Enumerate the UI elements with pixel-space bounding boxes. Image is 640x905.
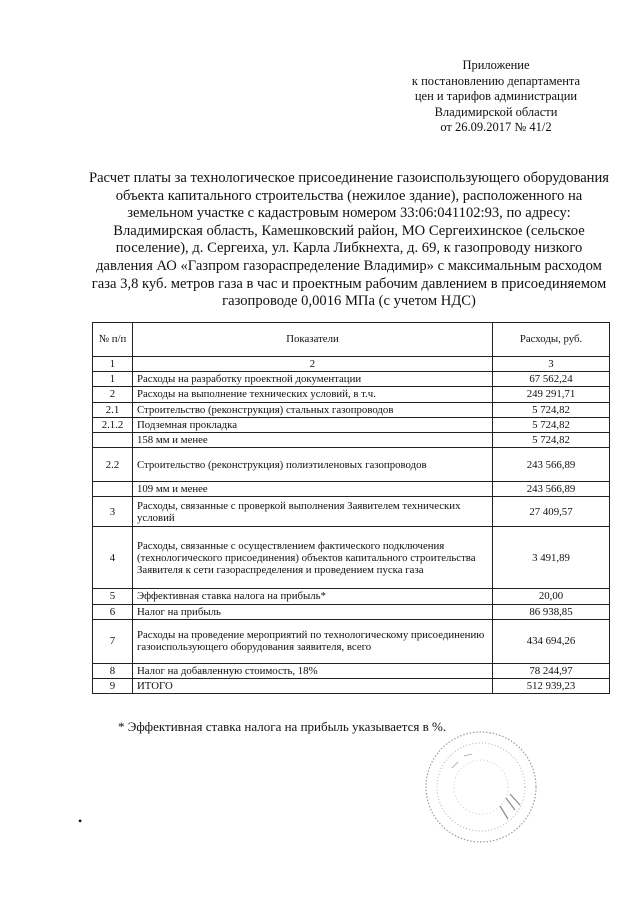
row-value: 3 491,89	[493, 527, 610, 589]
row-name: Расходы, связанные с проверкой выполнения Заявителем технических условий	[133, 497, 493, 527]
table-row	[93, 619, 610, 663]
table-row	[93, 679, 610, 694]
row-num: 2	[93, 387, 133, 402]
row-num: 3	[93, 497, 133, 527]
appendix-line: от 26.09.2017 № 41/2	[440, 120, 552, 134]
index-value: 3	[493, 357, 610, 372]
footnote: * Эффективная ставка налога на прибыль указывается в %.	[118, 719, 447, 734]
row-name: Строительство (реконструкция) полиэтиленовых газопроводов	[133, 448, 493, 482]
appendix-line: к постановлению департамента	[411, 73, 581, 88]
row-value: 5 724,82	[493, 417, 610, 432]
row-num: 8	[93, 663, 133, 678]
row-num	[93, 433, 133, 448]
stamp-seal-icon	[422, 728, 540, 846]
row-name: 109 мм и менее	[133, 482, 493, 497]
row-value: 243 566,89	[493, 482, 610, 497]
row-value: 27 409,57	[493, 497, 610, 527]
title-line: Владимирская область, Камешковский район, МО Сергеихинское (сельское	[113, 222, 585, 239]
table-row	[93, 497, 610, 527]
title-line: земельном участке с кадастровым номером 33:06:041102:93, по адресу:	[127, 205, 571, 222]
document-title	[88, 170, 610, 311]
appendix-line: цен и тарифов администрации	[414, 89, 578, 103]
row-num: 6	[93, 604, 133, 619]
row-name: 158 мм и менее	[133, 433, 493, 448]
row-name: Расходы на разработку проектной документации	[133, 372, 493, 387]
row-num: 2.2	[93, 448, 133, 482]
index-num: 1	[93, 357, 133, 372]
row-name: Расходы, связанные с осуществлением фактического подключения (технологического присоединения) объектов капитального строительства Заявителя к сети газораспределения и проведением пуска газа	[133, 527, 493, 589]
table-row	[93, 433, 610, 448]
row-value: 243 566,89	[493, 448, 610, 482]
row-num: 5	[93, 589, 133, 604]
row-name: ИТОГО	[133, 679, 493, 694]
row-value: 434 694,26	[493, 619, 610, 663]
row-num: 7	[93, 619, 133, 663]
row-value: 20,00	[493, 589, 610, 604]
row-name: Эффективная ставка налога на прибыль*	[133, 589, 493, 604]
table-row	[93, 604, 610, 619]
appendix-line: Владимирской области	[434, 104, 558, 119]
header-num: № п/п	[93, 323, 133, 357]
table-row	[93, 387, 610, 402]
title-line: поселение), д. Сергеиха, ул. Карла Либкнехта, д. 69, к газопроводу низкого	[115, 240, 583, 257]
row-value: 86 938,85	[493, 604, 610, 619]
row-name: Строительство (реконструкция) стальных газопроводов	[133, 402, 493, 417]
table-row	[93, 402, 610, 417]
row-name: Расходы на выполнение технических условий, в т.ч.	[133, 387, 493, 402]
title-line: давления АО «Газпром газораспределение Владимир» с максимальным расходом	[96, 257, 602, 274]
header-value: Расходы, руб.	[493, 323, 610, 357]
row-num: 4	[93, 527, 133, 589]
row-num	[93, 482, 133, 497]
row-name: Расходы на проведение мероприятий по технологическому присоединению газоиспользующего оборудования заявителя, всего	[133, 619, 493, 663]
row-num: 9	[93, 679, 133, 694]
table-row	[93, 482, 610, 497]
row-value: 67 562,24	[493, 372, 610, 387]
calculation-table	[92, 322, 610, 694]
row-num: 1	[93, 372, 133, 387]
table-row	[93, 527, 610, 589]
row-num: 2.1.2	[93, 417, 133, 432]
appendix-block	[396, 58, 596, 136]
table-row	[93, 589, 610, 604]
row-value: 78 244,97	[493, 663, 610, 678]
table-index-row	[93, 357, 610, 372]
row-name: Налог на добавленную стоимость, 18%	[133, 663, 493, 678]
title-line: газа 3,8 куб. метров газа в час и проектным рабочим давлением в присоединяемом	[91, 275, 607, 292]
row-num: 2.1	[93, 402, 133, 417]
appendix-line: Приложение	[462, 58, 530, 72]
table-row	[93, 448, 610, 482]
row-value: 249 291,71	[493, 387, 610, 402]
pen-mark: •	[78, 814, 83, 828]
title-line: Расчет платы за технологическое присоединение газоиспользующего оборудования	[88, 170, 610, 186]
title-line: газопроводе 0,0016 МПа (с учетом НДС)	[222, 293, 476, 310]
table-header-row	[93, 323, 610, 357]
row-value: 5 724,82	[493, 433, 610, 448]
index-name: 2	[133, 357, 493, 372]
table-row	[93, 663, 610, 678]
row-value: 512 939,23	[493, 679, 610, 694]
row-name: Налог на прибыль	[133, 604, 493, 619]
row-value: 5 724,82	[493, 402, 610, 417]
table-row	[93, 417, 610, 432]
table-row	[93, 372, 610, 387]
row-name: Подземная прокладка	[133, 417, 493, 432]
header-name: Показатели	[133, 323, 493, 357]
title-line: объекта капитального строительства (нежилое здание), расположенного на	[115, 187, 583, 204]
